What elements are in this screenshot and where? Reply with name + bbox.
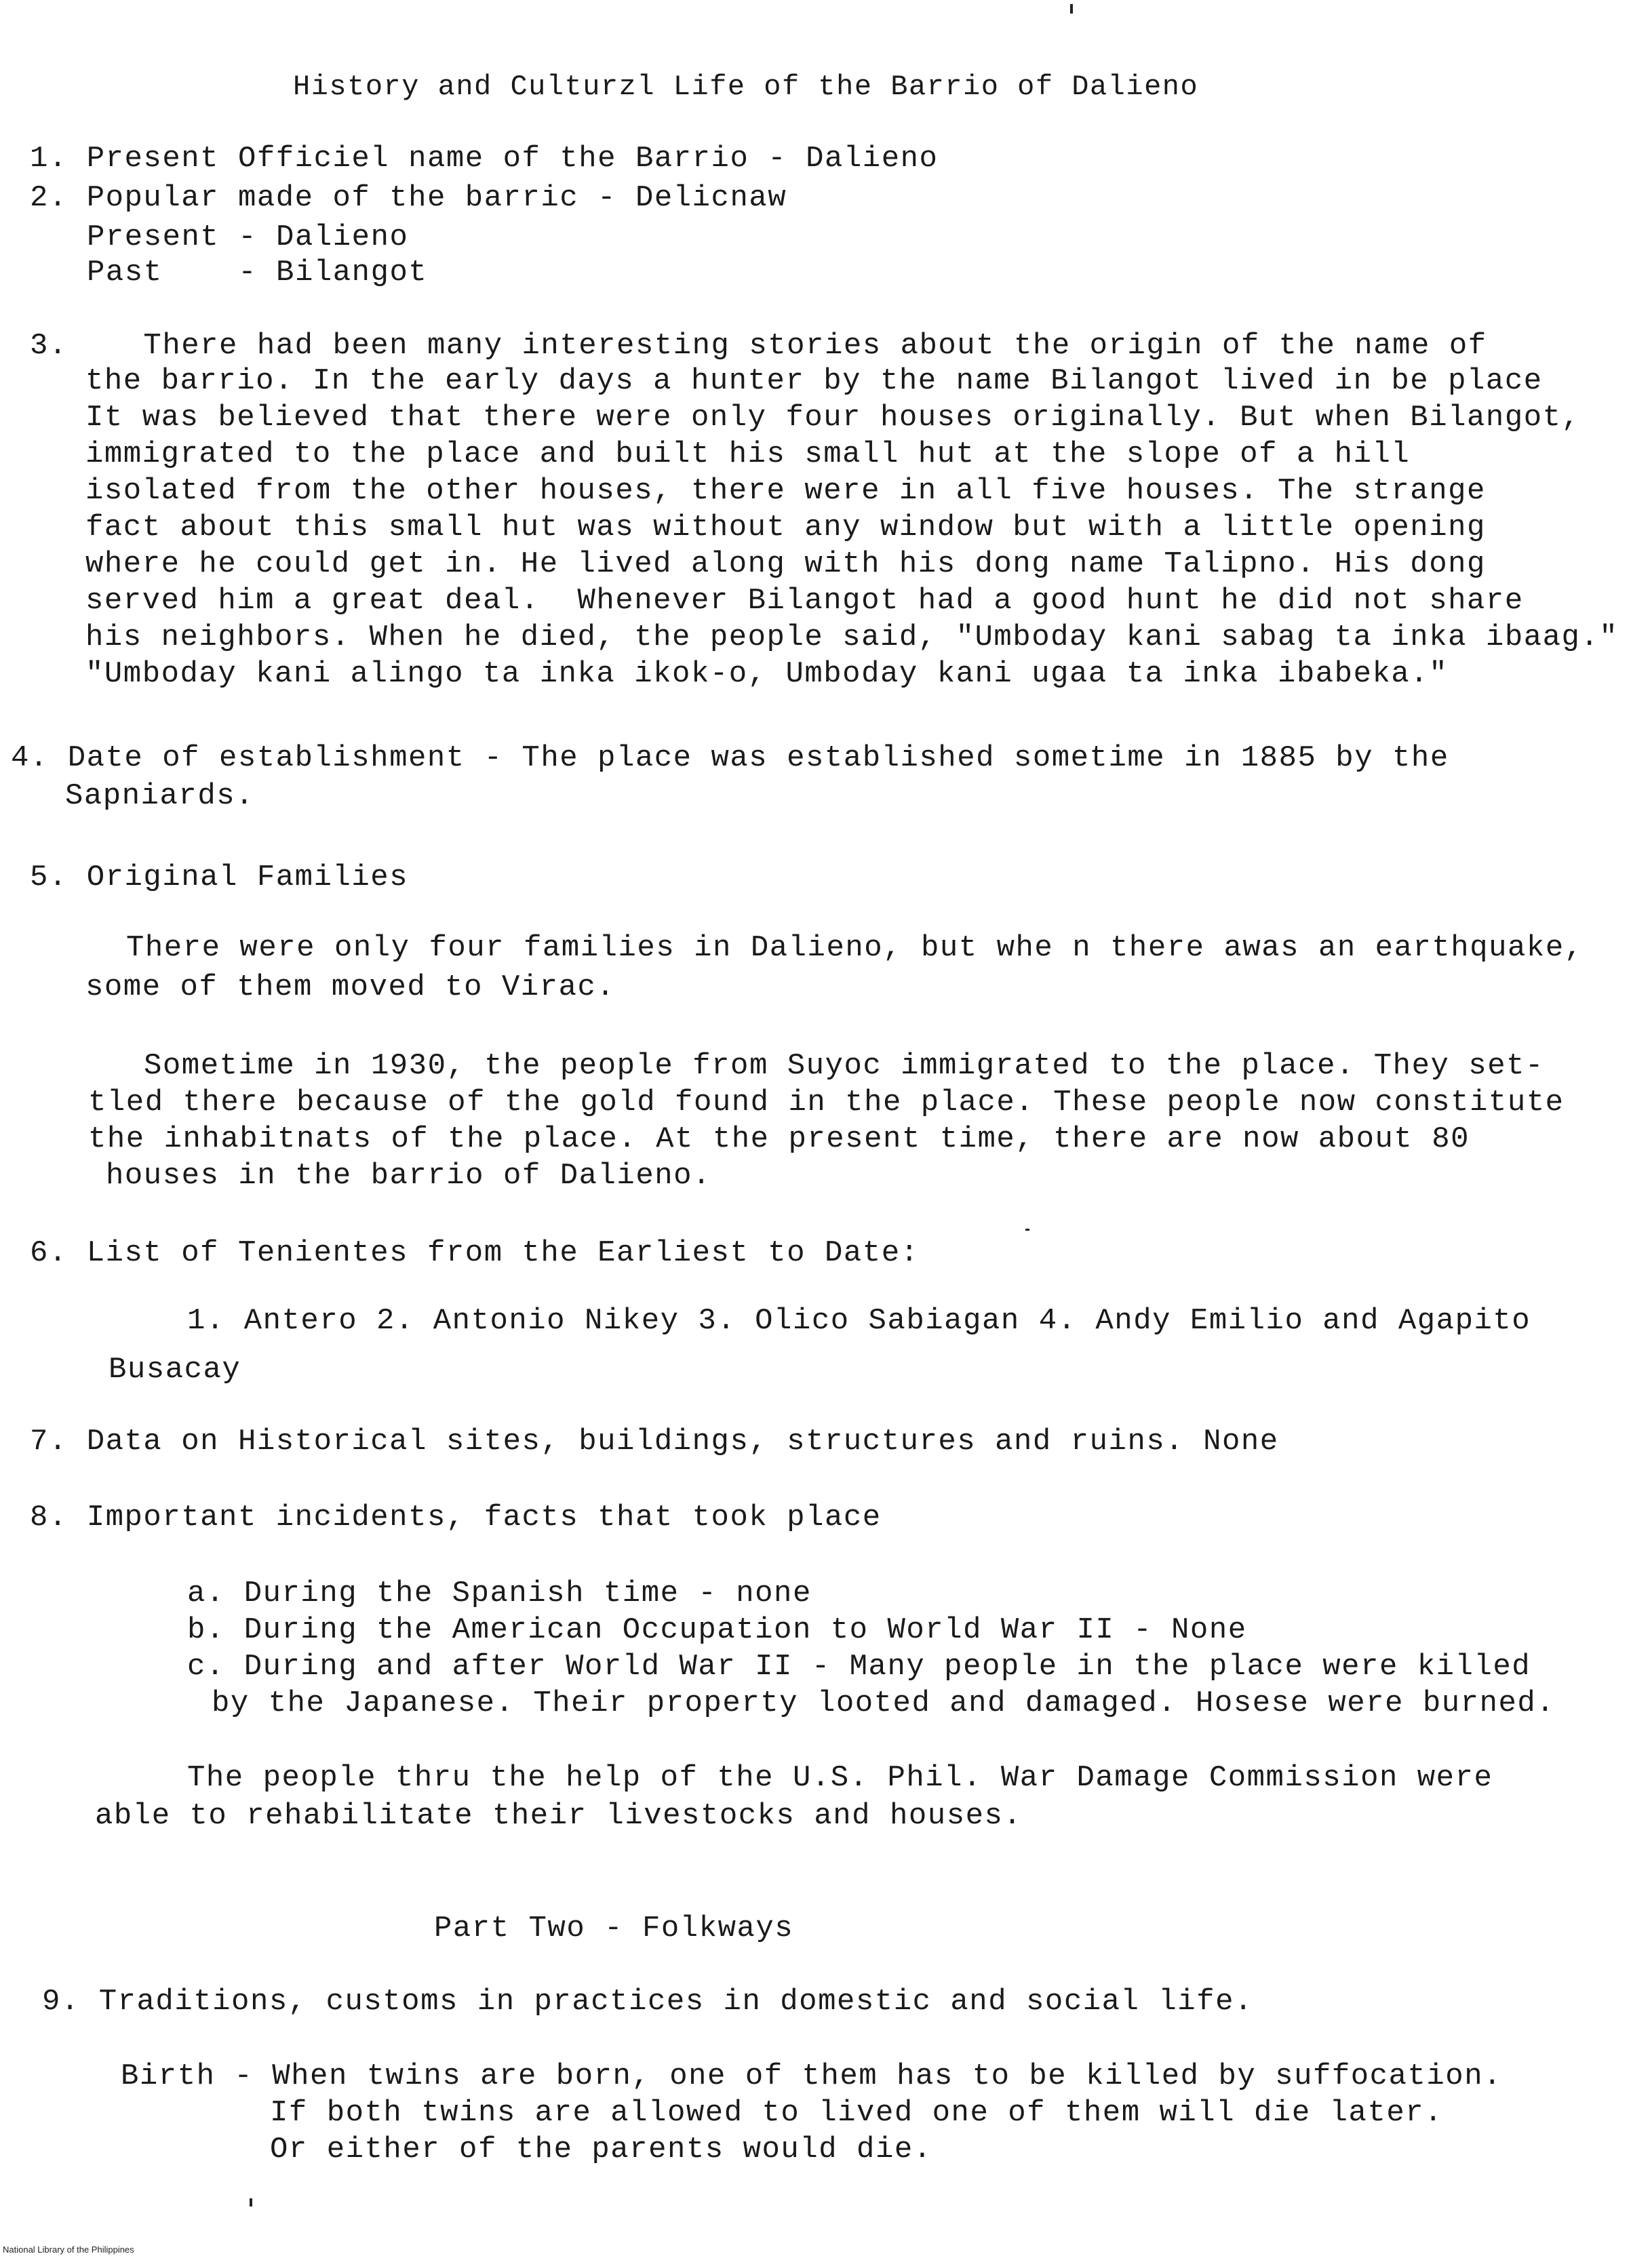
item-3-paragraph-line: 3. There had been many interesting stories about the origin of the name of: [30, 329, 1487, 363]
item-9-heading: 9. Traditions, customs in practices in domestic and social life.: [42, 1985, 1253, 2019]
item-3-paragraph-line: immigrated to the place and built his small hut at the slope of a hill: [85, 437, 1411, 471]
item-5-paragraph-line: Sometime in 1930, the people from Suyoc immigrated to the place. They set-: [144, 1049, 1544, 1083]
item-9-birth-line: Birth - When twins are born, one of them has to be killed by suffocation.: [121, 2059, 1503, 2093]
item-4-date-established: 4. Date of establishment - The place was established sometime in 1885 by the: [11, 741, 1449, 775]
item-8-incident-c-cont: by the Japanese. Their property looted and damaged. Hosese were burned.: [212, 1686, 1556, 1720]
item-8-incident-b: b. During the American Occupation to World War II - None: [187, 1613, 1247, 1647]
item-3-paragraph-line: isolated from the other houses, there were in all five houses. The strange: [85, 474, 1486, 508]
item-4-date-established-cont: Sapniards.: [65, 779, 255, 813]
scan-speck: [1070, 4, 1073, 14]
item-3-paragraph-line: served him a great deal. Whenever Bilangot had a good hunt he did not share: [85, 584, 1524, 618]
scan-speck: [1025, 1229, 1029, 1231]
item-3-paragraph-line: It was believed that there were only four houses originally. But when Bilangot,: [85, 401, 1581, 435]
item-8-paragraph-line: able to rehabilitate their livestocks and houses.: [95, 1799, 1023, 1833]
item-8-heading: 8. Important incidents, facts that took place: [30, 1501, 882, 1535]
item-2-popular-name: 2. Popular made of the barric - Delicnaw: [30, 181, 787, 215]
item-6-tenientes-list-cont: Busacay: [109, 1353, 241, 1387]
item-8-paragraph-line: The people thru the help of the U.S. Phil. War Damage Commission were: [187, 1761, 1493, 1795]
section-heading-part-two: Part Two - Folkways: [434, 1912, 794, 1945]
item-3-paragraph-line: his neighbors. When he died, the people said, "Umboday kani sabag ta inka ibaag.": [85, 620, 1619, 654]
scan-speck: [250, 2198, 252, 2206]
item-5-paragraph-line: some of them moved to Virac.: [85, 970, 616, 1004]
item-9-birth-line: If both twins are allowed to lived one of them will die later.: [270, 2096, 1444, 2130]
item-3-paragraph-line: fact about this small hut was without any window but with a little opening: [85, 511, 1486, 545]
item-8-incident-a: a. During the Spanish time - none: [187, 1577, 812, 1610]
footer-attribution: National Library of the Philippines: [3, 2244, 134, 2255]
item-5-paragraph-line: the inhabitnats of the place. At the present time, there are now about 80: [88, 1122, 1470, 1156]
item-7-historical-sites: 7. Data on Historical sites, buildings, structures and ruins. None: [30, 1425, 1279, 1459]
item-3-paragraph-line: "Umboday kani alingo ta inka ikok-o, Umboday kani ugaa ta inka ibabeka.": [85, 657, 1449, 691]
item-3-paragraph-line: where he could get in. He lived along with his dong name Talipno. His dong: [85, 547, 1486, 581]
document-title: History and Culturzl Life of the Barrio of Dalieno: [293, 71, 1199, 103]
item-3-paragraph-line: the barrio. In the early days a hunter by the name Bilangot lived in be place: [85, 364, 1543, 398]
item-2-past-name: Past - Bilangot: [87, 256, 428, 290]
item-8-incident-c: c. During and after World War II - Many people in the place were killed: [187, 1650, 1531, 1684]
item-5-paragraph-line: houses in the barrio of Dalieno.: [106, 1159, 711, 1193]
item-5-heading: 5. Original Families: [30, 860, 409, 894]
item-9-birth-line: Or either of the parents would die.: [270, 2133, 932, 2166]
item-6-heading: 6. List of Tenientes from the Earliest to Date:: [30, 1236, 920, 1270]
item-1-official-name: 1. Present Officiel name of the Barrio - Dalieno: [30, 142, 939, 176]
item-6-tenientes-list: 1. Antero 2. Antonio Nikey 3. Olico Sabiagan 4. Andy Emilio and Agapito: [187, 1304, 1531, 1338]
item-5-paragraph-line: tled there because of the gold found in the place. These people now constitute: [88, 1086, 1565, 1120]
item-2-present-name: Present - Dalieno: [87, 220, 409, 254]
item-5-paragraph-line: There were only four families in Dalieno, but whe n there awas an earthquake,: [126, 931, 1584, 965]
